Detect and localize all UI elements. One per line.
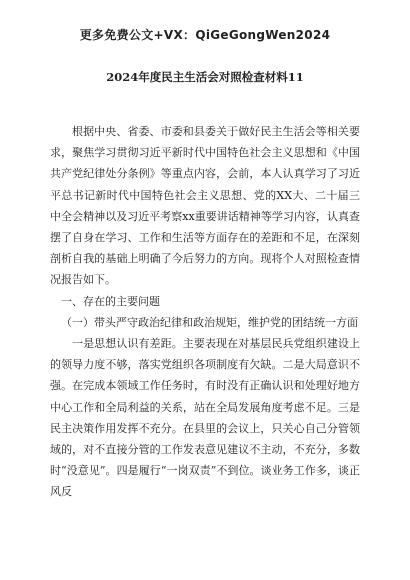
document-title: 2024年度民主生活会对照检查材料11 <box>106 70 304 84</box>
document-body <box>50 121 360 503</box>
body-paragraph: 一是思想认识有差距。主要表现在对基层民兵党组织建设上的领导力度不够，落实党组织各项制度有欠缺。二是大局意识不强。在完成本领域工作任务时，有时没有正确认识和处理好地方中心工作和全局利益的关系，站在全局发展角度考虑不足。三是民主决策作用发挥不充分。在县里的会议上，只关心自己分管领域的，对不直接分管的工作发表意见建议不主动，不充分，多数时“没意见”。四是履行“一岗双责”不到位。谈业务工作多，谈正风反 <box>50 337 360 499</box>
subsection-heading-political-discipline: （一）带头严守政治纪律和政治规矩，维护党的团结统一方面 <box>61 315 358 329</box>
section-heading-problems: 一、存在的主要问题 <box>61 294 160 308</box>
intro-paragraph: 根据中央、省委、市委和县委关于做好民主生活会等相关要求，聚焦学习贯彻习近平新时代中国特色社会主义思想和《中国共产党纪律处分条例》等重点内容，会前，本人认真学习了习近平总书记新时代中国特色社会主义思想、党的XX大、二十届三中全会精神以及习近平考察xx重要讲话精神等学习内容，认真查摆了自身在学习、工作和生活等方面存在的差距和不足，在深刻剖析自我的基础上明确了今后努力的方向。现将个人对照检查情况报告如下。 <box>50 125 360 287</box>
promo-header: 更多免费公文+VX：QiGeGongWen2024 <box>79 28 331 42</box>
